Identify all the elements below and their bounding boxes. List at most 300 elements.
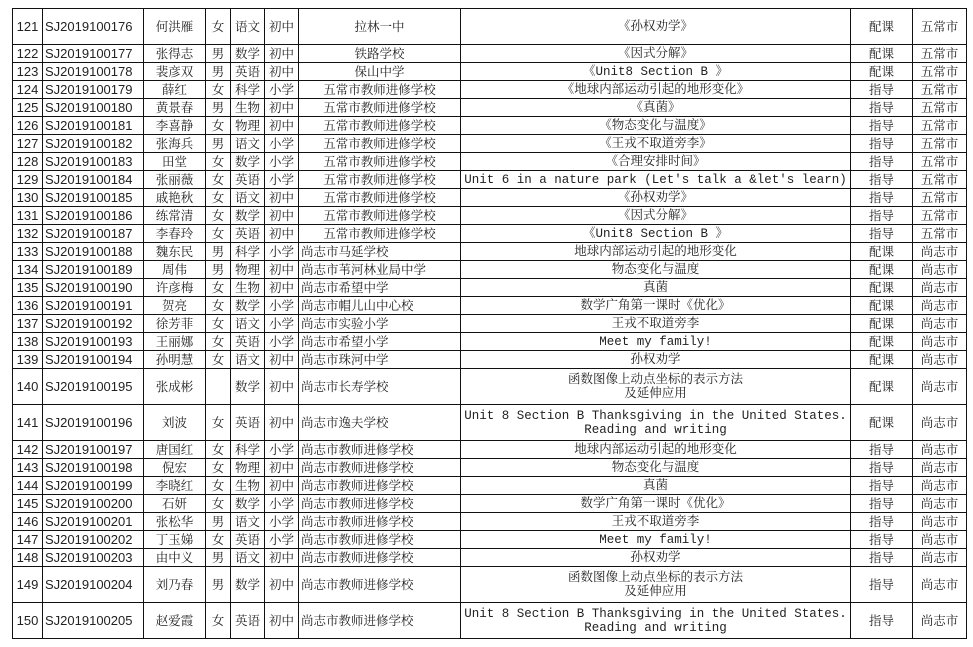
cell-city: 五常市 — [913, 153, 967, 171]
cell-title: 《因式分解》 — [461, 45, 851, 63]
cell-subject: 生物 — [231, 279, 265, 297]
cell-type: 指导 — [851, 117, 913, 135]
cell-name: 李春玲 — [144, 225, 206, 243]
cell-level: 初中 — [265, 603, 299, 639]
cell-school: 五常市教师进修学校 — [299, 207, 461, 225]
cell-type: 配课 — [851, 279, 913, 297]
cell-school: 铁路学校 — [299, 45, 461, 63]
cell-name: 丁玉娣 — [144, 531, 206, 549]
cell-school: 尚志市教师进修学校 — [299, 603, 461, 639]
cell-id: SJ2019100187 — [43, 225, 144, 243]
cell-name: 黄景春 — [144, 99, 206, 117]
cell-level: 小学 — [265, 495, 299, 513]
cell-gender: 男 — [206, 567, 231, 603]
cell-name: 张海兵 — [144, 135, 206, 153]
cell-type: 指导 — [851, 477, 913, 495]
cell-gender: 女 — [206, 81, 231, 99]
cell-type: 指导 — [851, 135, 913, 153]
cell-title: 《Unit8 Section B 》 — [461, 225, 851, 243]
table-body — [13, 9, 967, 639]
cell-name: 王丽娜 — [144, 333, 206, 351]
cell-id: SJ2019100177 — [43, 45, 144, 63]
cell-city: 尚志市 — [913, 441, 967, 459]
cell-subject: 数学 — [231, 45, 265, 63]
cell-id: SJ2019100200 — [43, 495, 144, 513]
cell-level: 初中 — [265, 9, 299, 45]
cell-id: SJ2019100205 — [43, 603, 144, 639]
cell-title: 《孙权劝学》 — [461, 189, 851, 207]
cell-gender: 男 — [206, 45, 231, 63]
cell-school: 尚志市希望中学 — [299, 279, 461, 297]
cell-city: 五常市 — [913, 9, 967, 45]
cell-subject: 科学 — [231, 441, 265, 459]
cell-gender: 女 — [206, 153, 231, 171]
cell-gender: 女 — [206, 351, 231, 369]
cell-name: 刘乃春 — [144, 567, 206, 603]
cell-no: 123 — [13, 63, 43, 81]
cell-gender: 女 — [206, 225, 231, 243]
cell-id: SJ2019100184 — [43, 171, 144, 189]
cell-title: 地球内部运动引起的地形变化 — [461, 243, 851, 261]
cell-id: SJ2019100195 — [43, 369, 144, 405]
cell-city: 五常市 — [913, 81, 967, 99]
cell-subject: 科学 — [231, 243, 265, 261]
cell-school: 尚志市教师进修学校 — [299, 549, 461, 567]
cell-name: 由中义 — [144, 549, 206, 567]
cell-city: 五常市 — [913, 135, 967, 153]
cell-no: 130 — [13, 189, 43, 207]
cell-city: 尚志市 — [913, 333, 967, 351]
table-row — [13, 279, 967, 297]
cell-name: 孙明慧 — [144, 351, 206, 369]
cell-id: SJ2019100190 — [43, 279, 144, 297]
cell-type: 配课 — [851, 315, 913, 333]
cell-type: 指导 — [851, 603, 913, 639]
table-row — [13, 171, 967, 189]
table-row — [13, 99, 967, 117]
cell-city: 尚志市 — [913, 549, 967, 567]
table-row — [13, 243, 967, 261]
cell-name: 田堂 — [144, 153, 206, 171]
cell-type: 配课 — [851, 243, 913, 261]
cell-gender: 女 — [206, 333, 231, 351]
cell-subject: 数学 — [231, 153, 265, 171]
cell-name: 张丽薇 — [144, 171, 206, 189]
cell-subject: 英语 — [231, 171, 265, 189]
cell-city: 五常市 — [913, 45, 967, 63]
cell-level: 小学 — [265, 333, 299, 351]
cell-school: 尚志市马延学校 — [299, 243, 461, 261]
cell-type: 配课 — [851, 9, 913, 45]
cell-no: 144 — [13, 477, 43, 495]
cell-level: 初中 — [265, 549, 299, 567]
cell-no: 147 — [13, 531, 43, 549]
cell-name: 练常清 — [144, 207, 206, 225]
table-row — [13, 459, 967, 477]
table-row — [13, 63, 967, 81]
cell-no: 134 — [13, 261, 43, 279]
table-row — [13, 495, 967, 513]
cell-gender: 女 — [206, 171, 231, 189]
cell-title: 地球内部运动引起的地形变化 — [461, 441, 851, 459]
table-row — [13, 225, 967, 243]
cell-level: 小学 — [265, 441, 299, 459]
cell-subject: 生物 — [231, 477, 265, 495]
cell-school: 尚志市逸夫学校 — [299, 405, 461, 441]
cell-name: 贺亮 — [144, 297, 206, 315]
cell-type: 配课 — [851, 63, 913, 81]
cell-name: 赵爱霞 — [144, 603, 206, 639]
cell-level: 小学 — [265, 243, 299, 261]
cell-gender: 女 — [206, 495, 231, 513]
cell-gender: 男 — [206, 243, 231, 261]
cell-gender: 女 — [206, 297, 231, 315]
cell-type: 指导 — [851, 441, 913, 459]
cell-title: 物态变化与温度 — [461, 261, 851, 279]
table-row — [13, 153, 967, 171]
cell-city: 五常市 — [913, 189, 967, 207]
cell-city: 五常市 — [913, 117, 967, 135]
cell-city: 尚志市 — [913, 495, 967, 513]
cell-no: 124 — [13, 81, 43, 99]
cell-subject: 英语 — [231, 225, 265, 243]
cell-no: 141 — [13, 405, 43, 441]
cell-title: 《孙权劝学》 — [461, 9, 851, 45]
cell-type: 指导 — [851, 99, 913, 117]
cell-type: 配课 — [851, 261, 913, 279]
cell-title: 《王戎不取道旁李》 — [461, 135, 851, 153]
cell-subject: 物理 — [231, 459, 265, 477]
cell-city: 尚志市 — [913, 315, 967, 333]
table-row — [13, 369, 967, 405]
cell-city: 尚志市 — [913, 459, 967, 477]
cell-gender: 男 — [206, 135, 231, 153]
cell-type: 指导 — [851, 459, 913, 477]
cell-school: 尚志市教师进修学校 — [299, 531, 461, 549]
cell-level: 初中 — [265, 279, 299, 297]
cell-id: SJ2019100197 — [43, 441, 144, 459]
cell-level: 初中 — [265, 225, 299, 243]
cell-name: 张成彬 — [144, 369, 206, 405]
cell-gender: 女 — [206, 189, 231, 207]
cell-gender: 男 — [206, 513, 231, 531]
cell-level: 初中 — [265, 567, 299, 603]
cell-city: 尚志市 — [913, 261, 967, 279]
cell-subject: 语文 — [231, 9, 265, 45]
cell-level: 初中 — [265, 459, 299, 477]
table-row — [13, 405, 967, 441]
cell-no: 131 — [13, 207, 43, 225]
cell-no: 149 — [13, 567, 43, 603]
cell-city: 尚志市 — [913, 405, 967, 441]
cell-city: 尚志市 — [913, 477, 967, 495]
cell-gender: 女 — [206, 459, 231, 477]
cell-name: 倪宏 — [144, 459, 206, 477]
cell-subject: 数学 — [231, 495, 265, 513]
cell-level: 小学 — [265, 153, 299, 171]
cell-id: SJ2019100178 — [43, 63, 144, 81]
cell-city: 尚志市 — [913, 243, 967, 261]
cell-gender — [206, 369, 231, 405]
cell-school: 五常市教师进修学校 — [299, 99, 461, 117]
cell-subject: 语文 — [231, 189, 265, 207]
cell-no: 121 — [13, 9, 43, 45]
cell-type: 配课 — [851, 297, 913, 315]
table-row — [13, 135, 967, 153]
cell-id: SJ2019100176 — [43, 9, 144, 45]
cell-no: 145 — [13, 495, 43, 513]
cell-city: 尚志市 — [913, 369, 967, 405]
cell-id: SJ2019100198 — [43, 459, 144, 477]
cell-city: 五常市 — [913, 225, 967, 243]
cell-gender: 男 — [206, 99, 231, 117]
cell-id: SJ2019100192 — [43, 315, 144, 333]
cell-level: 小学 — [265, 81, 299, 99]
cell-school: 五常市教师进修学校 — [299, 225, 461, 243]
cell-title: 孙权劝学 — [461, 351, 851, 369]
cell-school: 尚志市教师进修学校 — [299, 477, 461, 495]
table-row — [13, 567, 967, 603]
table-row — [13, 351, 967, 369]
cell-type: 指导 — [851, 153, 913, 171]
cell-school: 五常市教师进修学校 — [299, 189, 461, 207]
cell-no: 150 — [13, 603, 43, 639]
cell-type: 指导 — [851, 531, 913, 549]
cell-no: 143 — [13, 459, 43, 477]
cell-no: 142 — [13, 441, 43, 459]
cell-no: 127 — [13, 135, 43, 153]
table-row — [13, 549, 967, 567]
cell-level: 初中 — [265, 261, 299, 279]
cell-subject: 英语 — [231, 405, 265, 441]
cell-id: SJ2019100194 — [43, 351, 144, 369]
table-row — [13, 207, 967, 225]
cell-name: 石妍 — [144, 495, 206, 513]
cell-no: 136 — [13, 297, 43, 315]
table-row — [13, 477, 967, 495]
cell-id: SJ2019100181 — [43, 117, 144, 135]
cell-type: 指导 — [851, 495, 913, 513]
cell-level: 小学 — [265, 513, 299, 531]
cell-subject: 英语 — [231, 333, 265, 351]
teacher-roster-table — [12, 8, 967, 639]
cell-id: SJ2019100183 — [43, 153, 144, 171]
cell-gender: 女 — [206, 531, 231, 549]
cell-subject: 生物 — [231, 99, 265, 117]
cell-no: 125 — [13, 99, 43, 117]
cell-school: 尚志市教师进修学校 — [299, 567, 461, 603]
cell-title: Unit 8 Section B Thanksgiving in the United States. Reading and writing — [461, 603, 851, 639]
cell-level: 小学 — [265, 135, 299, 153]
cell-id: SJ2019100182 — [43, 135, 144, 153]
cell-type: 配课 — [851, 369, 913, 405]
cell-name: 裴彦双 — [144, 63, 206, 81]
cell-level: 小学 — [265, 531, 299, 549]
table-row — [13, 603, 967, 639]
cell-id: SJ2019100202 — [43, 531, 144, 549]
cell-title: Meet my family! — [461, 333, 851, 351]
cell-school: 尚志市实验小学 — [299, 315, 461, 333]
cell-level: 初中 — [265, 99, 299, 117]
cell-subject: 语文 — [231, 315, 265, 333]
cell-level: 小学 — [265, 315, 299, 333]
cell-subject: 数学 — [231, 207, 265, 225]
cell-title: 《地球内部运动引起的地形变化》 — [461, 81, 851, 99]
cell-subject: 语文 — [231, 135, 265, 153]
cell-type: 指导 — [851, 549, 913, 567]
cell-title: Unit 8 Section B Thanksgiving in the United States. Reading and writing — [461, 405, 851, 441]
cell-school: 五常市教师进修学校 — [299, 81, 461, 99]
cell-id: SJ2019100179 — [43, 81, 144, 99]
cell-no: 128 — [13, 153, 43, 171]
cell-title: 《因式分解》 — [461, 207, 851, 225]
cell-city: 尚志市 — [913, 297, 967, 315]
cell-school: 尚志市希望小学 — [299, 333, 461, 351]
cell-no: 129 — [13, 171, 43, 189]
cell-school: 尚志市教师进修学校 — [299, 513, 461, 531]
cell-no: 137 — [13, 315, 43, 333]
cell-level: 小学 — [265, 297, 299, 315]
table-row — [13, 531, 967, 549]
cell-city: 五常市 — [913, 63, 967, 81]
cell-subject: 英语 — [231, 531, 265, 549]
cell-gender: 女 — [206, 9, 231, 45]
cell-id: SJ2019100180 — [43, 99, 144, 117]
cell-type: 配课 — [851, 351, 913, 369]
cell-title: 数学广角第一课时《优化》 — [461, 297, 851, 315]
cell-name: 戚艳秋 — [144, 189, 206, 207]
cell-gender: 女 — [206, 117, 231, 135]
cell-city: 五常市 — [913, 207, 967, 225]
cell-type: 指导 — [851, 189, 913, 207]
cell-id: SJ2019100186 — [43, 207, 144, 225]
cell-level: 小学 — [265, 171, 299, 189]
cell-type: 配课 — [851, 45, 913, 63]
cell-title: Meet my family! — [461, 531, 851, 549]
cell-gender: 女 — [206, 207, 231, 225]
cell-level: 初中 — [265, 369, 299, 405]
cell-school: 尚志市帽儿山中心校 — [299, 297, 461, 315]
cell-city: 尚志市 — [913, 603, 967, 639]
cell-subject: 语文 — [231, 549, 265, 567]
cell-school: 拉林一中 — [299, 9, 461, 45]
cell-subject: 语文 — [231, 351, 265, 369]
cell-name: 周伟 — [144, 261, 206, 279]
cell-id: SJ2019100189 — [43, 261, 144, 279]
cell-gender: 男 — [206, 261, 231, 279]
cell-city: 尚志市 — [913, 351, 967, 369]
cell-no: 138 — [13, 333, 43, 351]
cell-name: 何洪雁 — [144, 9, 206, 45]
cell-no: 148 — [13, 549, 43, 567]
cell-no: 139 — [13, 351, 43, 369]
cell-title: 函数图像上动点坐标的表示方法 及延伸应用 — [461, 369, 851, 405]
cell-gender: 男 — [206, 63, 231, 81]
cell-city: 尚志市 — [913, 513, 967, 531]
cell-id: SJ2019100193 — [43, 333, 144, 351]
table-row — [13, 117, 967, 135]
table-row — [13, 81, 967, 99]
cell-title: 真菌 — [461, 477, 851, 495]
cell-id: SJ2019100185 — [43, 189, 144, 207]
cell-city: 尚志市 — [913, 531, 967, 549]
cell-city: 尚志市 — [913, 279, 967, 297]
cell-gender: 女 — [206, 603, 231, 639]
cell-type: 指导 — [851, 225, 913, 243]
cell-subject: 物理 — [231, 261, 265, 279]
cell-school: 尚志市苇河林业局中学 — [299, 261, 461, 279]
cell-type: 指导 — [851, 171, 913, 189]
cell-subject: 语文 — [231, 513, 265, 531]
cell-id: SJ2019100199 — [43, 477, 144, 495]
cell-id: SJ2019100196 — [43, 405, 144, 441]
cell-subject: 数学 — [231, 567, 265, 603]
cell-level: 初中 — [265, 351, 299, 369]
cell-school: 五常市教师进修学校 — [299, 117, 461, 135]
cell-level: 初中 — [265, 45, 299, 63]
cell-gender: 女 — [206, 405, 231, 441]
cell-level: 初中 — [265, 477, 299, 495]
cell-gender: 女 — [206, 441, 231, 459]
cell-no: 135 — [13, 279, 43, 297]
cell-no: 140 — [13, 369, 43, 405]
cell-gender: 男 — [206, 549, 231, 567]
cell-name: 张得志 — [144, 45, 206, 63]
cell-title: Unit 6 in a nature park (Let's talk a &let's learn) — [461, 171, 851, 189]
cell-name: 薛红 — [144, 81, 206, 99]
cell-school: 五常市教师进修学校 — [299, 135, 461, 153]
cell-school: 五常市教师进修学校 — [299, 171, 461, 189]
cell-title: 《合理安排时间》 — [461, 153, 851, 171]
table-row — [13, 297, 967, 315]
cell-name: 徐芳菲 — [144, 315, 206, 333]
cell-name: 张松华 — [144, 513, 206, 531]
cell-school: 尚志市教师进修学校 — [299, 459, 461, 477]
cell-title: 《真菌》 — [461, 99, 851, 117]
cell-type: 指导 — [851, 81, 913, 99]
cell-subject: 物理 — [231, 117, 265, 135]
table-row — [13, 45, 967, 63]
cell-title: 王戎不取道旁李 — [461, 513, 851, 531]
cell-no: 146 — [13, 513, 43, 531]
cell-school: 保山中学 — [299, 63, 461, 81]
cell-type: 指导 — [851, 567, 913, 603]
cell-id: SJ2019100204 — [43, 567, 144, 603]
table-row — [13, 9, 967, 45]
cell-title: 《Unit8 Section B 》 — [461, 63, 851, 81]
cell-subject: 数学 — [231, 297, 265, 315]
cell-title: 物态变化与温度 — [461, 459, 851, 477]
cell-name: 魏东民 — [144, 243, 206, 261]
table-row — [13, 189, 967, 207]
cell-level: 初中 — [265, 405, 299, 441]
cell-no: 132 — [13, 225, 43, 243]
cell-title: 王戎不取道旁李 — [461, 315, 851, 333]
cell-no: 133 — [13, 243, 43, 261]
cell-city: 五常市 — [913, 99, 967, 117]
cell-type: 指导 — [851, 513, 913, 531]
cell-name: 许彦梅 — [144, 279, 206, 297]
cell-school: 五常市教师进修学校 — [299, 153, 461, 171]
cell-level: 初中 — [265, 207, 299, 225]
table-row — [13, 333, 967, 351]
cell-title: 函数图像上动点坐标的表示方法 及延伸应用 — [461, 567, 851, 603]
cell-subject: 英语 — [231, 63, 265, 81]
cell-gender: 女 — [206, 477, 231, 495]
cell-no: 126 — [13, 117, 43, 135]
cell-type: 配课 — [851, 405, 913, 441]
cell-school: 尚志市教师进修学校 — [299, 441, 461, 459]
